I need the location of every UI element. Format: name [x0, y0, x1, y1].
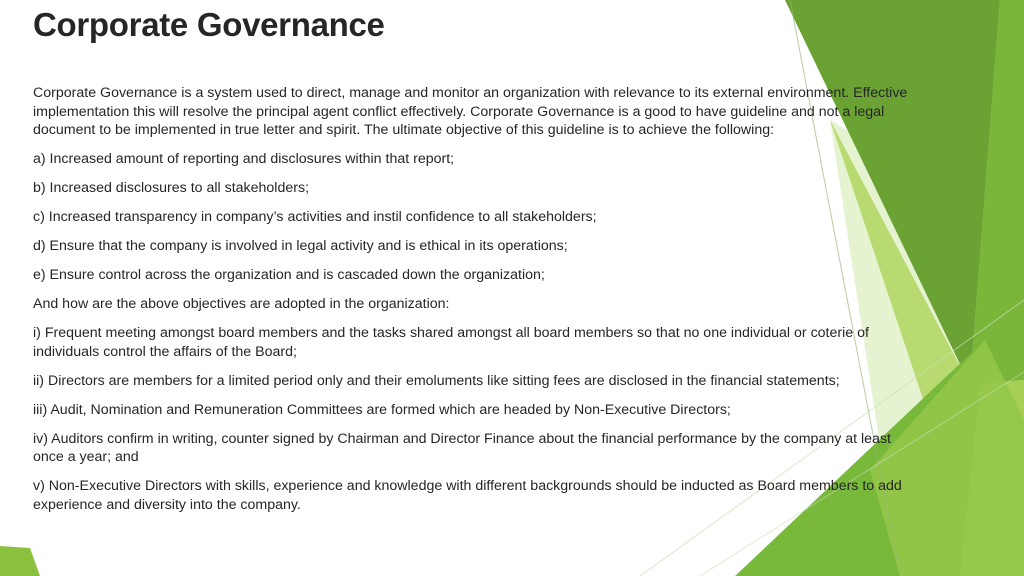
objective-item: d) Ensure that the company is involved in legal activity and is ethical in its operations;	[33, 238, 568, 254]
adoption-item: i) Frequent meeting amongst board members and the tasks shared amongst all board members so that no one individual or coterie of individuals control the affairs of the Board;	[33, 325, 869, 360]
adoption-item: v) Non-Executive Directors with skills, experience and knowledge with different backgrounds should be inducted as Board members to add experience and diversity into the company.	[33, 478, 902, 513]
objective-item: a) Increased amount of reporting and disclosures within that report;	[33, 151, 455, 167]
adoption-heading: And how are the above objectives are adopted in the organization:	[33, 296, 450, 312]
slide-body	[33, 84, 913, 525]
objective-item: e) Ensure control across the organization and is cascaded down the organization;	[33, 267, 545, 283]
intro-paragraph: Corporate Governance is a system used to direct, manage and monitor an organization with relevance to its external environment. Effective implementation this will resolve the principal agent conflict effectively. Corporate Governance is a good to have guideline and not a legal document to be implemented in true letter and spirit. The ultimate objective of this guideline is to achieve the following:	[33, 85, 908, 138]
adoption-item: ii) Directors are members for a limited period only and their emoluments like sitting fees are disclosed in the financial statements;	[33, 372, 840, 389]
slide-title: Corporate Governance	[33, 6, 385, 43]
objective-item: c) Increased transparency in company’s activities and instil confidence to all stakeholders;	[33, 209, 597, 225]
objective-item: b) Increased disclosures to all stakeholders;	[33, 180, 310, 196]
adoption-item: iii) Audit, Nomination and Remuneration Committees are formed which are headed by Non-Executive Directors;	[33, 401, 731, 418]
facet-left-corner	[0, 546, 40, 576]
adoption-item: iv) Auditors confirm in writing, counter signed by Chairman and Director Finance about the financial performance by the company at least once a year; and	[33, 430, 891, 465]
